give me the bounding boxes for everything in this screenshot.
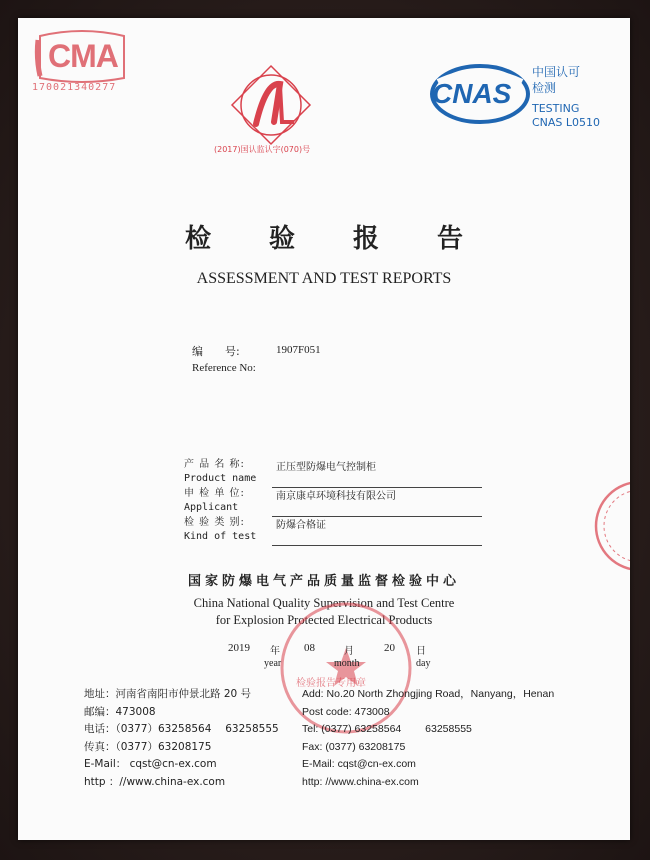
cnas-chinese-text: 中国认可 检测 <box>532 65 581 95</box>
address-block-en: Add: No.20 North Zhongjing Road，Nanyang，Henan Post code: 473008 Tel: (0377) 63258564 63258555 Fax: (0377) 63208175 E-Mail: cqst@cn-ex.com http: //www.china-ex.com <box>302 688 555 788</box>
centre-name-cn: 国家防爆电气产品质量监督检验中心 <box>187 574 460 589</box>
applicant-label: 申 检 单 位: Applicant <box>184 488 245 513</box>
cal-caption: (2017)国认监认字(070)号 <box>214 145 311 154</box>
cnas-testing-text: TESTING CNAS L0510 <box>532 102 601 129</box>
cal-letters <box>254 82 256 83</box>
report-title-cn: 检验报告 <box>184 224 521 254</box>
address-block-cn: 地址：河南省南阳市仲景北路 20 号 邮编：473008 电话：（0377）63258564 63258555 传真：（0377）63208175 E-Mail： cqst@cn-ex.com http ：//www.china-ex.com <box>84 688 279 788</box>
centre-name-en-line2: for Explosion Protected Electrical Products <box>215 613 433 627</box>
centre-name-en-line1: China National Quality Supervision and Test Centre <box>193 596 455 610</box>
product-name-value: 正压型防爆电气控制柜 <box>276 462 376 473</box>
field-underline <box>272 545 482 546</box>
date-year-cn: 年 <box>270 646 280 657</box>
date-day-cn: 日 <box>416 646 426 657</box>
cnas-letters: CNAS <box>432 78 512 109</box>
date-month-cn: 月 <box>344 646 354 657</box>
date-year-value: 2019 <box>228 642 250 654</box>
date-day-en: day <box>416 658 431 669</box>
date-day-value: 20 <box>384 642 395 654</box>
cma-number: 170021340277 <box>32 82 117 93</box>
date-month-en: month <box>334 658 360 669</box>
reference-label: 编 号: Reference No: <box>192 345 256 374</box>
report-cover-page <box>18 18 630 840</box>
applicant-value: 南京康卓环境科技有限公司 <box>276 491 396 502</box>
kind-of-test-label: 检 验 类 别: Kind of test <box>184 517 257 542</box>
seal-inscription: 检验报告专用章 <box>296 678 366 689</box>
report-title-en: ASSESSMENT AND TEST REPORTS <box>196 270 452 287</box>
edge-seal-icon <box>590 476 630 576</box>
date-month-value: 08 <box>304 642 315 654</box>
kind-of-test-value: 防爆合格证 <box>276 520 326 531</box>
cal-logo-icon <box>228 62 314 148</box>
product-name-label: 产 品 名 称: Product name <box>184 459 257 484</box>
cma-letters: CMA <box>48 38 118 74</box>
date-year-en: year <box>264 658 282 669</box>
reference-number: 1907F051 <box>276 344 321 356</box>
